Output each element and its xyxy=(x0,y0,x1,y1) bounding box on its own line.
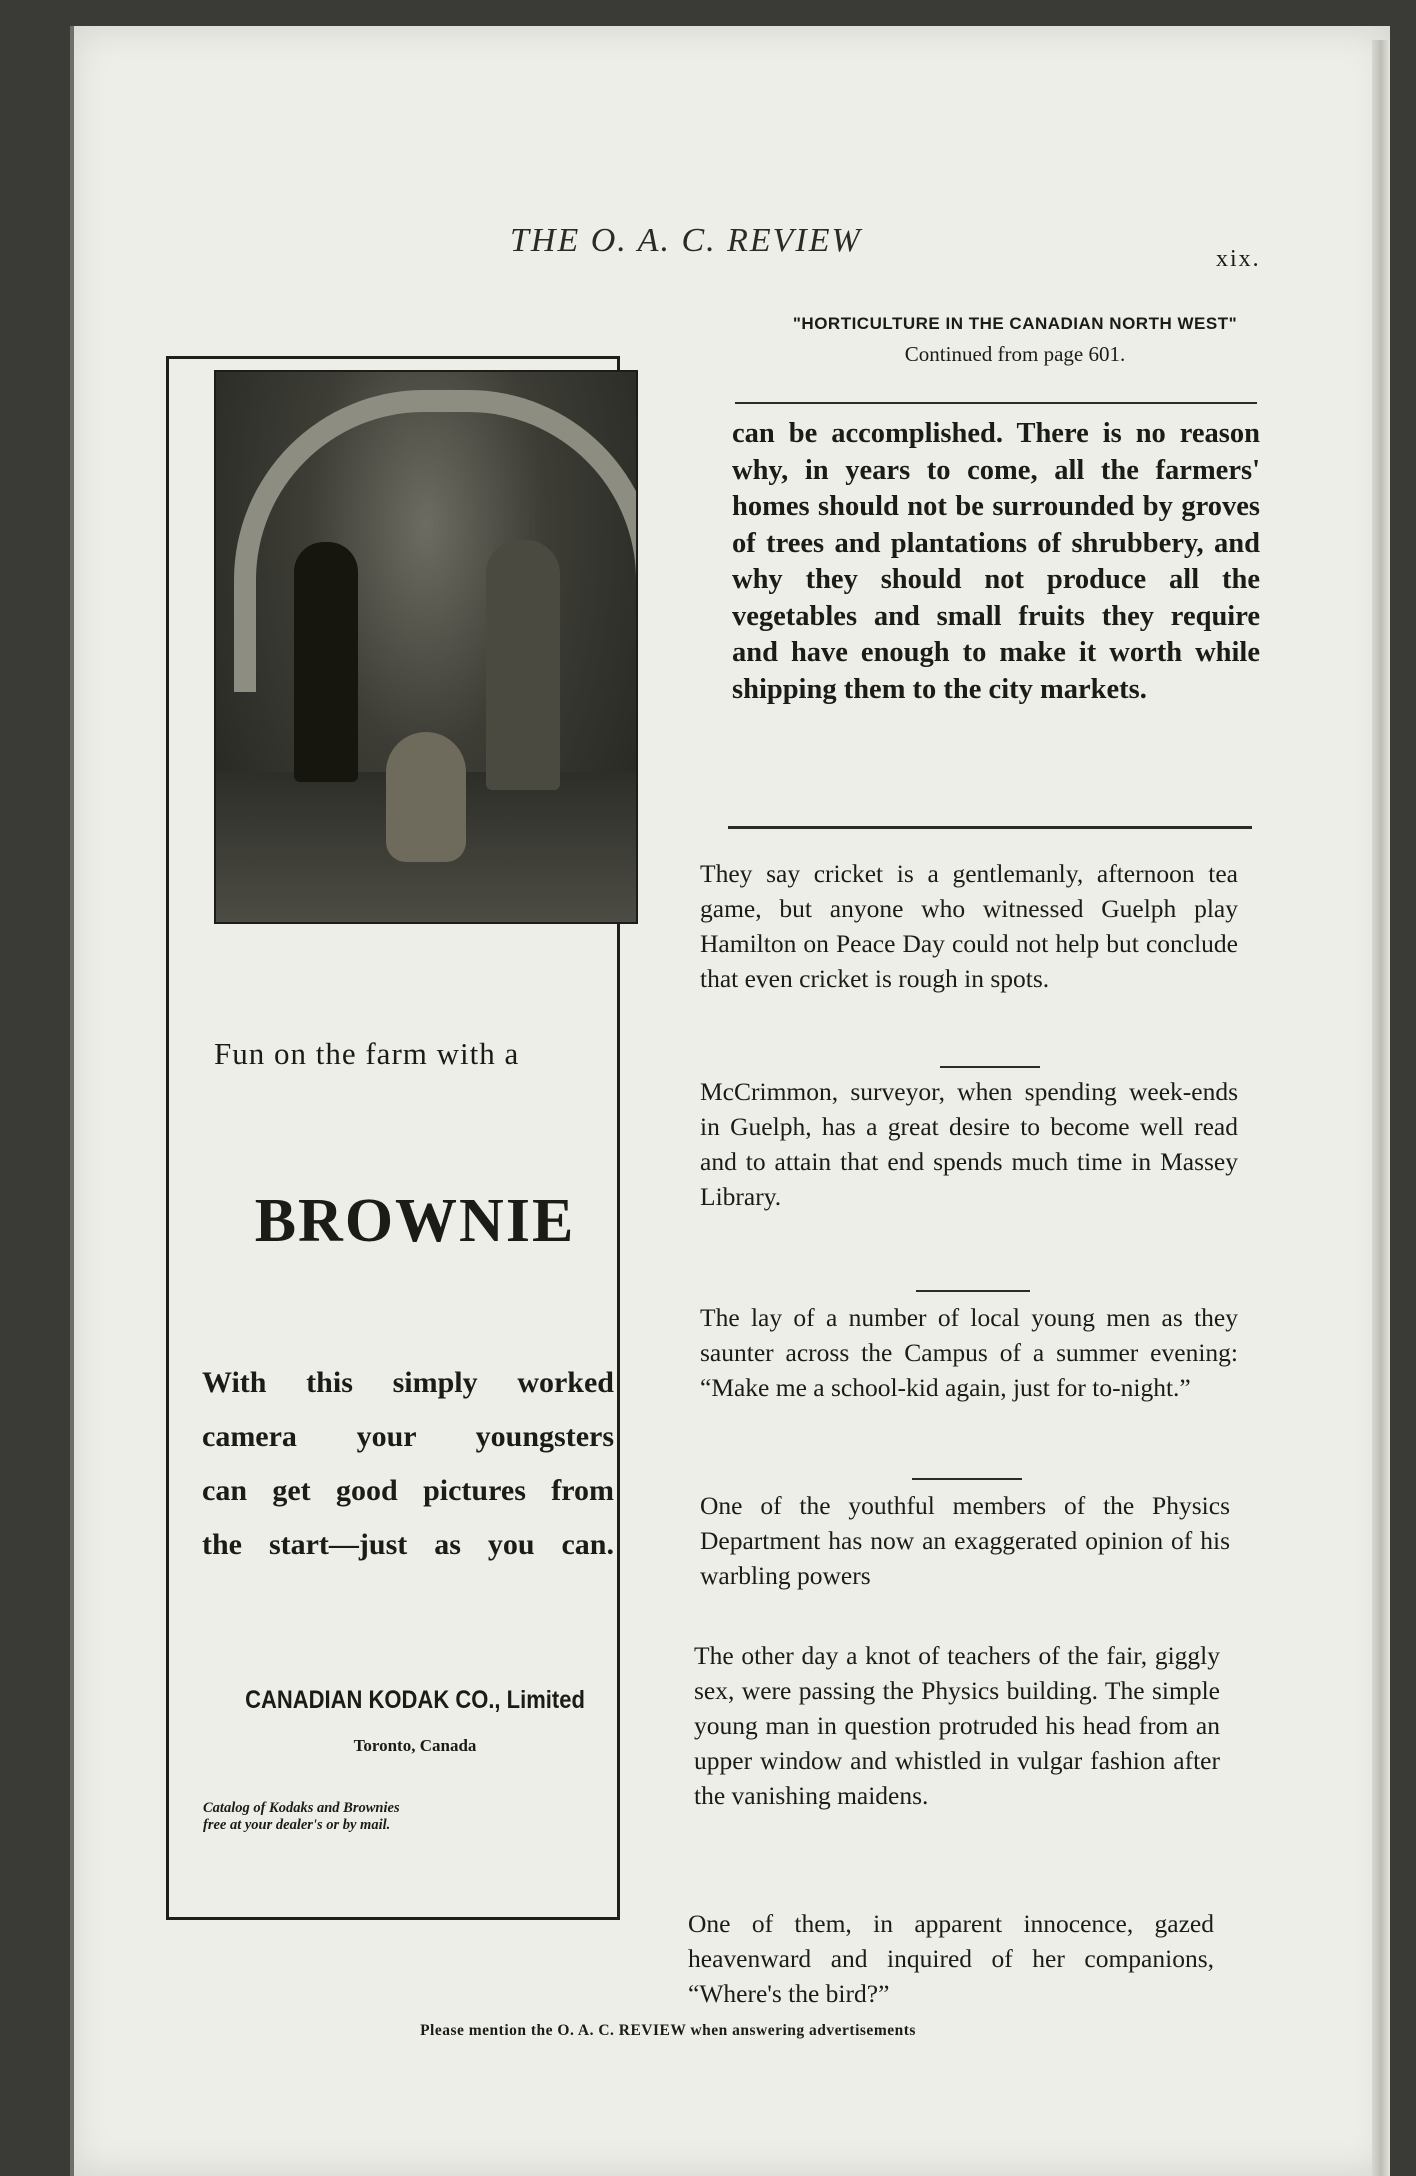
continued-article-title: "HORTICULTURE IN THE CANADIAN NORTH WEST" xyxy=(792,314,1238,333)
page-right-edge xyxy=(1372,40,1390,2176)
news-item: They say cricket is a gentlemanly, afternoon tea game, but anyone who witnessed Guelph play Hamilton on Peace Day could not help but conclude that even cricket is rough in spots. xyxy=(700,859,1238,993)
ad-brand-name: BROWNIE xyxy=(254,1187,576,1255)
boy-with-camera-figure xyxy=(486,540,560,790)
news-item: The lay of a number of local young men as they saunter across the Campus of a summer evening: “Make me a school-kid again, just for to-night.” xyxy=(700,1303,1238,1402)
ad-catalog-line: free at your dealer's or by mail. xyxy=(203,1817,391,1833)
ad-company-city: Toronto, Canada xyxy=(353,1736,477,1755)
news-item: McCrimmon, surveyor, when spending week-ends in Guelph, has a great desire to become well read and to attain that end spends much time in Massey Library. xyxy=(700,1077,1238,1211)
continued-from-note: Continued from page 601. xyxy=(904,342,1126,366)
ad-tagline: Fun on the farm with a xyxy=(214,1036,520,1071)
news-item: One of the youthful members of the Physics Department has now an exaggerated opinion of his warbling powers xyxy=(700,1491,1230,1590)
ad-company-name: CANADIAN KODAK CO., Limited xyxy=(245,1686,585,1714)
news-item: One of them, in apparent innocence, gazed heavenward and inquired of her companions, “Where's the bird?” xyxy=(688,1909,1214,2008)
ad-body-line: camera your youngsters xyxy=(202,1420,614,1453)
page-number: xix. xyxy=(1216,246,1261,272)
ad-body-line: the start—just as you can. xyxy=(202,1528,614,1561)
news-divider xyxy=(916,1290,1030,1292)
ad-catalog-line: Catalog of Kodaks and Brownies xyxy=(203,1800,400,1816)
news-divider xyxy=(940,1066,1040,1068)
page-left-edge xyxy=(70,26,74,2176)
section-rule xyxy=(728,826,1252,829)
ad-body-line: With this simply worked xyxy=(202,1366,614,1399)
dog-figure xyxy=(386,732,466,862)
ad-photograph xyxy=(214,370,638,924)
ad-body-line: can get good pictures from xyxy=(202,1474,614,1507)
ad-body-text xyxy=(202,1356,614,1572)
boy-figure xyxy=(294,542,358,782)
news-item: The other day a knot of teachers of the fair, giggly sex, were passing the Physics building. The simple young man in question protruded his head from an upper window and whistled in vulgar fashion after the vanishing maidens. xyxy=(694,1641,1220,1810)
news-divider xyxy=(912,1478,1022,1480)
page-footer: Please mention the O. A. C. REVIEW when answering advertisements xyxy=(420,2022,916,2039)
ad-catalog-note xyxy=(203,1800,623,1834)
running-head: THE O. A. C. REVIEW xyxy=(510,222,862,259)
continued-article-text: can be accomplished. There is no reason why, in years to come, all the farmers' homes should not be surrounded by groves of trees and plantations of shrubbery, and why they should not produce all the vegetables and small fruits they require and have enough to make it worth while shipping them to the city markets. xyxy=(732,418,1260,705)
article-top-rule xyxy=(735,402,1257,404)
